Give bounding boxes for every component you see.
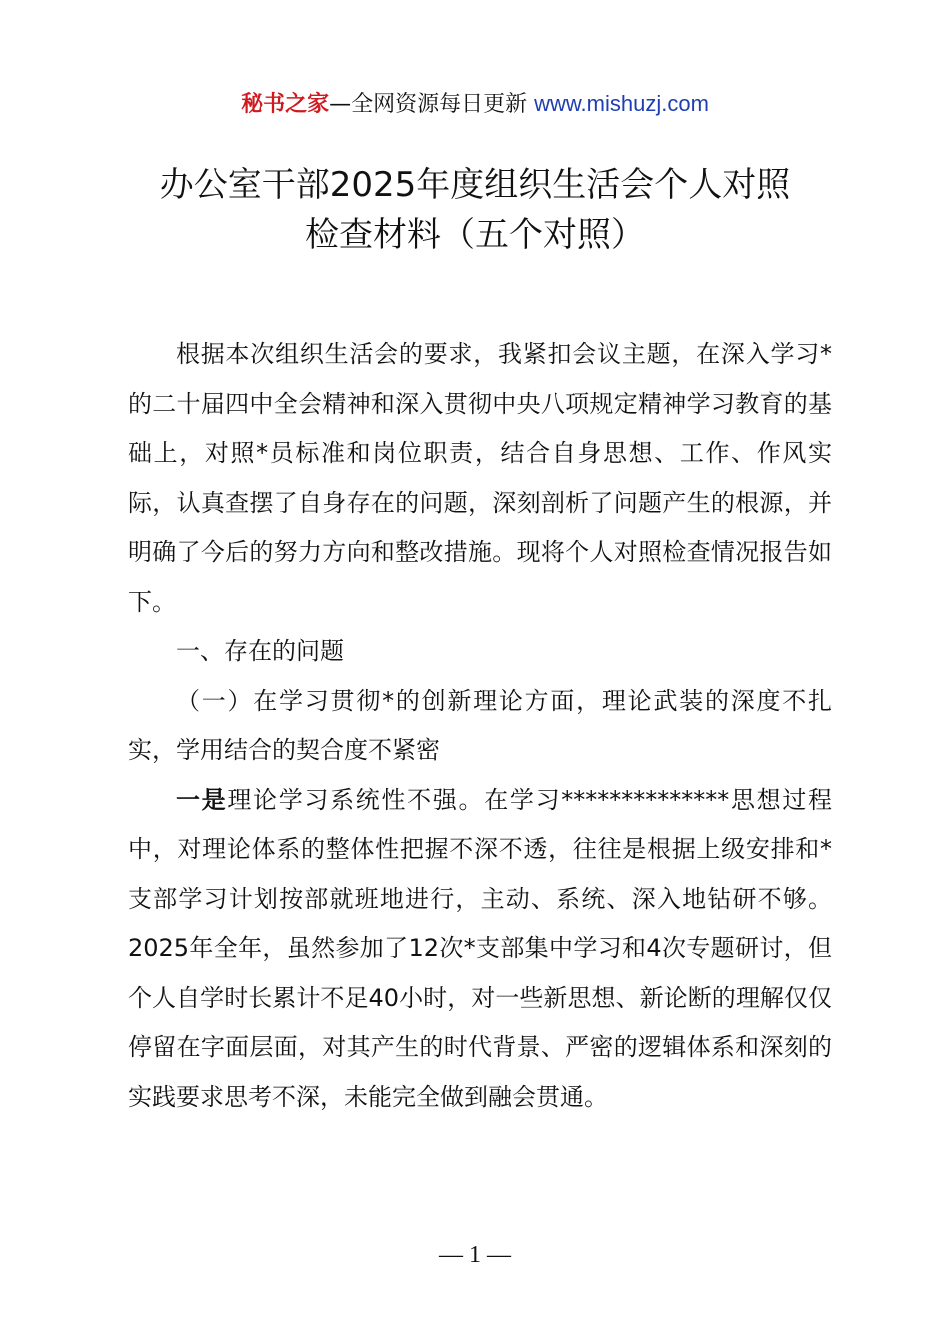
point-lead: 一是 [176,785,228,814]
document-body [128,330,832,1122]
section-heading: 一、存在的问题 [176,637,344,665]
document-title [0,160,950,260]
site-name[interactable]: 秘书之家 [241,92,330,117]
point-paragraph [128,776,832,1123]
header-separator: — [329,92,352,117]
site-tagline: 全网资源每日更新 [351,92,528,117]
site-header [0,88,950,121]
intro-paragraph: 根据本次组织生活会的要求，我紧扣会议主题，在深入学习*的二十届四中全会精神和深入贯彻中央八项规定精神学习教育的基础上，对照*员标准和岗位职责，结合自身思想、工作、作风实际，认真查摆了自身存在的问题，深刻剖析了问题产生的根源，并明确了今后的努力方向和整改措施。现将个人对照检查情况报告如下。 [128,340,832,616]
title-line-2: 检查材料（五个对照） [305,215,645,255]
page-number: — 1 — [439,1242,511,1268]
subsection-heading: （一）在学习贯彻*的创新理论方面，理论武装的深度不扎实，学用结合的契合度不紧密 [128,686,832,764]
site-url-link[interactable]: www.mishuzj.com [534,91,709,116]
point-body: 理论学习系统性不强。在学习**************思想过程中，对理论体系的整体性把握不深不透，往往是根据上级安排和*支部学习计划按部就班地进行，主动、系统、深入地钻研不够。2025年全年，虽然参加了12次*支部集中学习和4次专题研讨，但个人自学时长累计不足40小时，对一些新思想、新论断的理解仅仅停留在字面层面，对其产生的时代背景、严密的逻辑体系和深刻的实践要求思考不深，未能完全做到融会贯通。 [128,785,833,1111]
title-line-1: 办公室干部2025年度组织生活会个人对照 [159,165,791,205]
